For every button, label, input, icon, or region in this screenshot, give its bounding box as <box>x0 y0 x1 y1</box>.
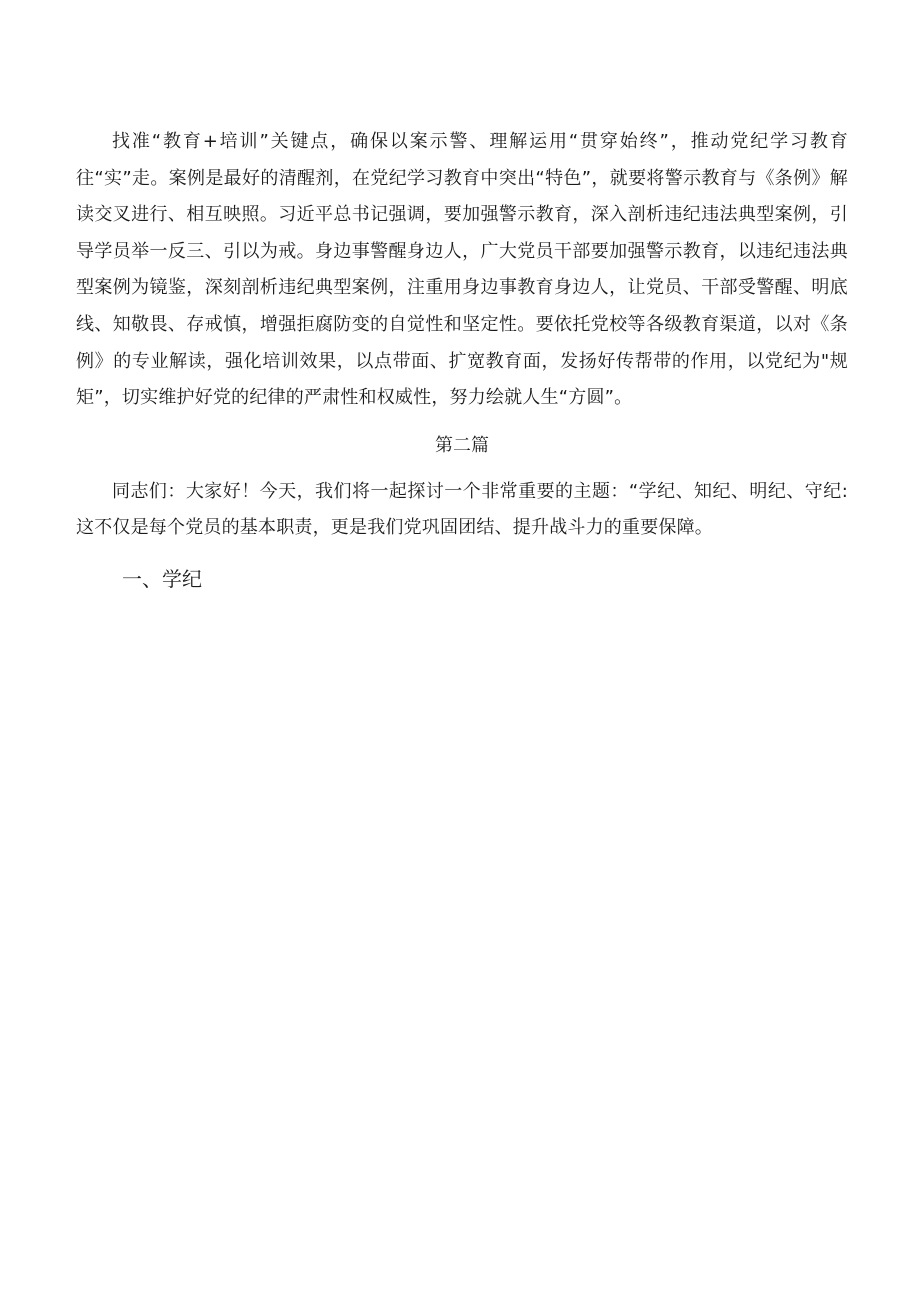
section-title: 第二篇 <box>435 434 489 456</box>
paragraph-education-training: 找准“教育+培训”关键点，确保以案示警、理解运用“贯穿始终”，推动党纪学习教育往“实”走。案例是最好的清醒剂，在党纪学习教育中突出“特色”，就要将警示教育与《条例》解读交叉进行、相互映照。习近平总书记强调，要加强警示教育，深入剖析违纪违法典型案例，引导学员举一反三、引以为戒。身边事警醒身边人，广大党员干部要加强警示教育，以违纪违法典型案例为镜鉴，深刻剖析违纪典型案例，注重用身边事教育身边人，让党员、干部受警醒、明底线、知敬畏、存戒慎，增强拒腐防变的自觉性和坚定性。要依托党校等各级教育渠道，以对《条例》的专业解读，强化培训效果，以点带面、扩宽教育面，发扬好传帮带的作用，以党纪为"规矩”，切实维护好党的纪律的严肃性和权威性，努力绘就人生“方圆”。 <box>76 131 848 409</box>
paragraph-greeting: 同志们：大家好！今天，我们将一起探讨一个非常重要的主题：“学纪、知纪、明纪、守纪:这不仅是每个党员的基本职责，更是我们党巩固团结、提升战斗力的重要保障。 <box>76 480 848 539</box>
heading-study-discipline: 一、学纪 <box>122 566 202 591</box>
document-body <box>76 124 848 597</box>
